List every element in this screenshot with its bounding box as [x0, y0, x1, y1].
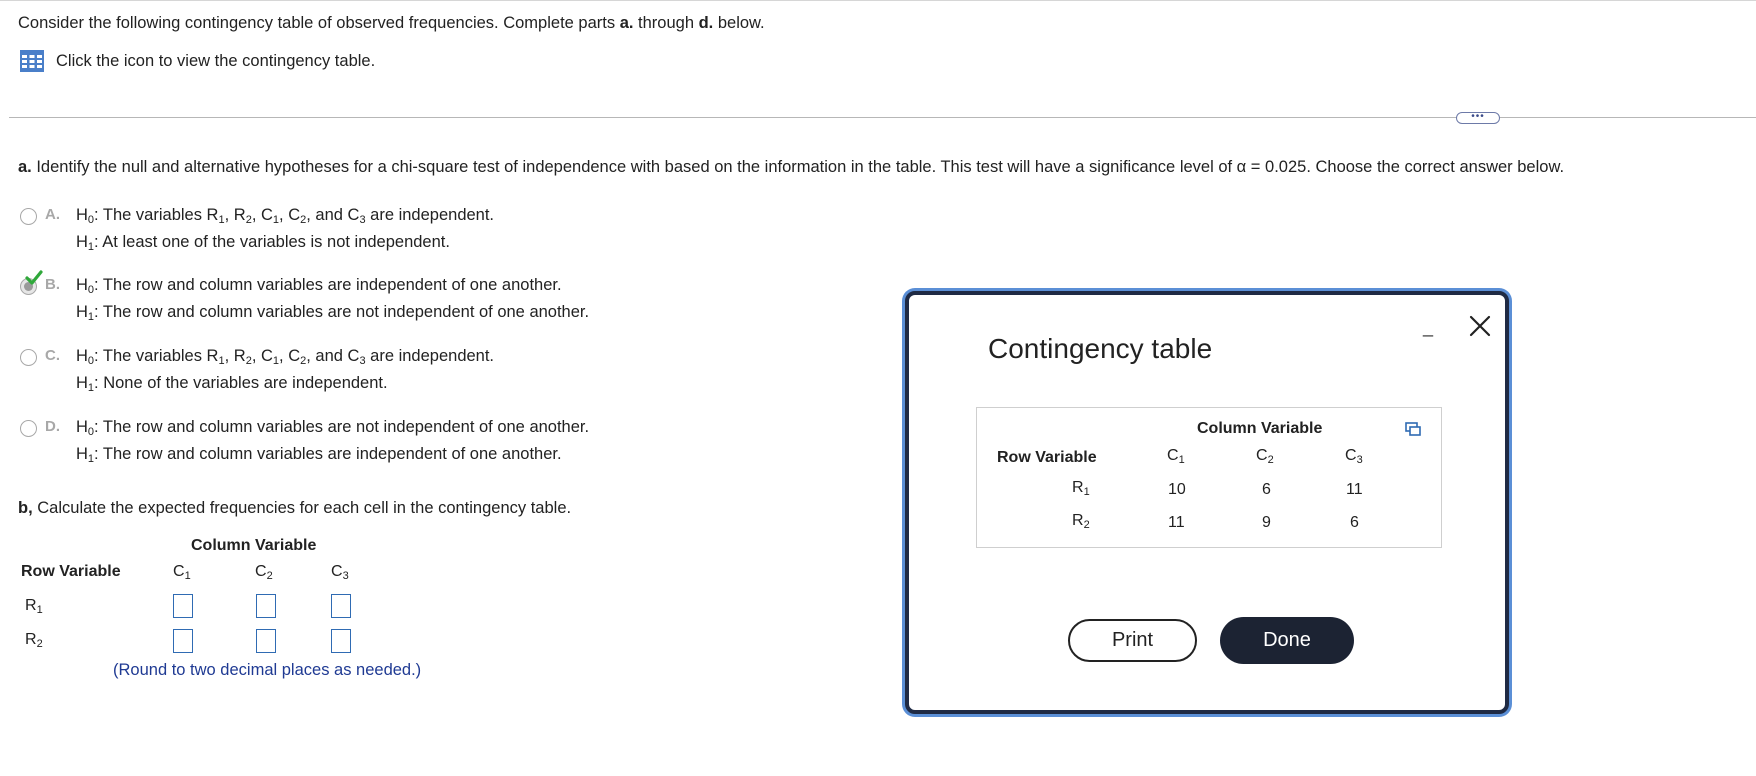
option-d-radio[interactable]	[20, 420, 37, 437]
cell-r1-c1: 10	[1168, 481, 1186, 498]
option-d-h0: $H_0$: The row and column variables are not independent of one another.	[76, 418, 590, 438]
expected-r2-c2-input[interactable]	[256, 629, 276, 653]
grid-table-icon[interactable]	[20, 50, 44, 72]
row-variable-header: Row Variable	[997, 449, 1097, 466]
col-header-c2: $C_2$	[1256, 447, 1274, 466]
option-d-letter: D.	[45, 418, 60, 435]
expected-r2-c3-input[interactable]	[331, 629, 351, 653]
option-a-letter: A.	[45, 206, 60, 223]
b-row-r1: $R_1$	[25, 597, 43, 616]
b-col-c2: $C_2$	[255, 563, 273, 582]
option-d-h1: $H_1$: The row and column variables are independent of one another.	[76, 445, 562, 465]
top-border	[0, 0, 1756, 1]
contingency-table	[976, 407, 1442, 548]
part-a-question: a. Identify the null and alternative hypotheses for a chi-square test of independence with based on the information in the table. This test will have a significance level of α = 0.025. Choose the correct answer below.	[18, 158, 1565, 176]
option-b-h1: $H_1$: The row and column variables are not independent of one another.	[76, 303, 590, 323]
option-c-h0: $H_0$: The variables $R_1$, $R_2$, $C_1$, $C_2$, and $C_3$ are independent.	[76, 347, 495, 367]
cell-r2-c3: 6	[1350, 514, 1359, 531]
b-row-r2: $R_2$	[25, 631, 43, 650]
b-col-c3: $C_3$	[331, 563, 349, 582]
intro-text: Consider the following contingency table of observed frequencies. Complete parts a. through d. below.	[18, 14, 765, 32]
expected-r2-c1-input[interactable]	[173, 629, 193, 653]
column-variable-header: Column Variable	[1197, 420, 1323, 437]
copy-table-icon[interactable]	[1405, 422, 1421, 436]
checkmark-icon	[25, 270, 43, 286]
print-button[interactable]: Print	[1068, 619, 1197, 662]
part-b-question: b, Calculate the expected frequencies for each cell in the contingency table.	[18, 499, 572, 517]
view-table-text: Click the icon to view the contingency table.	[56, 51, 376, 70]
option-c-letter: C.	[45, 347, 60, 364]
rounding-note: (Round to two decimal places as needed.)	[113, 661, 422, 679]
row-header-r2: $R_2$	[1072, 512, 1090, 531]
cell-r1-c2: 6	[1262, 481, 1271, 498]
option-c-radio[interactable]	[20, 349, 37, 366]
cell-r2-c1: 11	[1168, 514, 1185, 531]
col-header-c3: $C_3$	[1345, 447, 1363, 466]
expected-r1-c3-input[interactable]	[331, 594, 351, 618]
option-a-h1: $H_1$: At least one of the variables is not independent.	[76, 233, 450, 253]
done-button[interactable]: Done	[1220, 617, 1354, 664]
col-header-c1: $C_1$	[1167, 447, 1185, 466]
more-options-button[interactable]: •••	[1456, 112, 1500, 124]
option-b-letter: B.	[45, 276, 60, 293]
row-header-r1: $R_1$	[1072, 479, 1090, 498]
b-col-c1: $C_1$	[173, 563, 191, 582]
option-a-radio[interactable]	[20, 208, 37, 225]
expected-r1-c1-input[interactable]	[173, 594, 193, 618]
contingency-table-dialog	[905, 291, 1509, 714]
option-c-h1: $H_1$: None of the variables are independent.	[76, 374, 388, 394]
b-row-variable-header: Row Variable	[21, 563, 121, 580]
view-table-link[interactable]	[20, 50, 375, 72]
option-b-h0: $H_0$: The row and column variables are independent of one another.	[76, 276, 562, 296]
expected-r1-c2-input[interactable]	[256, 594, 276, 618]
option-a-h0: $H_0$: The variables $R_1$, $R_2$, $C_1$, $C_2$, and $C_3$ are independent.	[76, 206, 495, 226]
b-column-variable-header: Column Variable	[191, 537, 317, 554]
minimize-button[interactable]: _	[1423, 317, 1434, 337]
close-icon[interactable]	[1469, 315, 1491, 337]
cell-r1-c3: 11	[1346, 481, 1363, 498]
dialog-title: Contingency table	[988, 333, 1213, 364]
cell-r2-c2: 9	[1262, 514, 1271, 531]
